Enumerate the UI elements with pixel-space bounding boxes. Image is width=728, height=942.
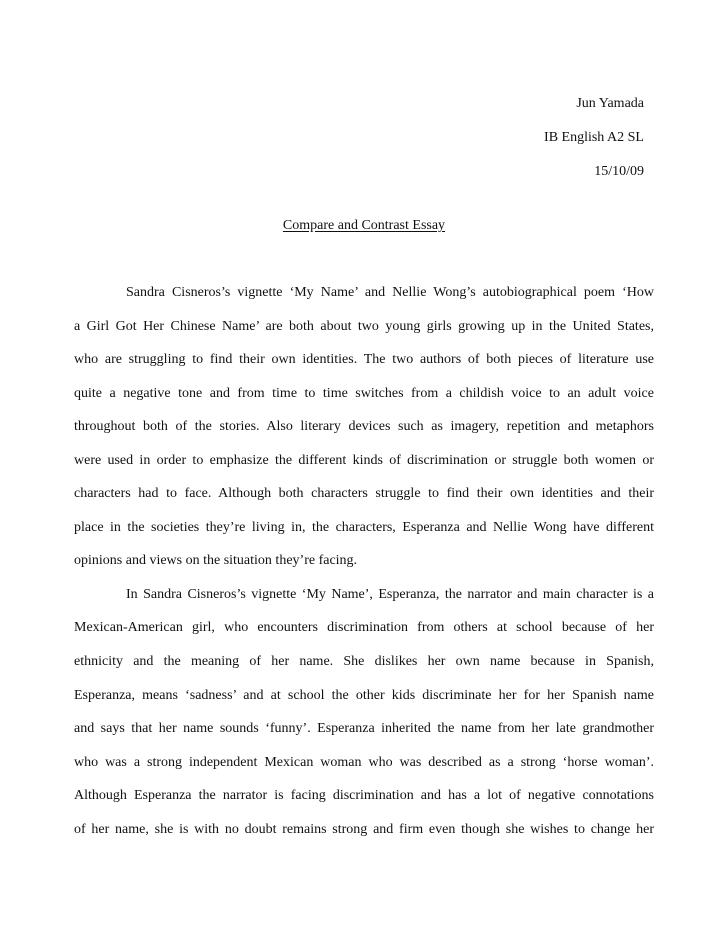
text-line: a Girl Got Her Chinese Name’ are both about two young girls growing up in the United States, xyxy=(74,318,654,334)
text-line: quite a negative tone and from time to time switches from a childish voice to an adult voice xyxy=(74,385,654,401)
text-line: place in the societies they’re living in, the characters, Esperanza and Nellie Wong have different xyxy=(74,519,654,535)
author-name: Jun Yamada xyxy=(576,96,644,111)
paragraph-1 xyxy=(74,283,654,585)
paragraph-2 xyxy=(74,585,654,853)
text-line: opinions and views on the situation they’re facing. xyxy=(74,553,358,569)
date: 15/10/09 xyxy=(594,164,644,179)
text-line: characters had to face. Although both characters struggle to find their own identities and their xyxy=(74,486,654,502)
essay-title-text: Compare and Contrast Essay xyxy=(282,218,446,233)
text-line: were used in order to emphasize the different kinds of discrimination or struggle both women or xyxy=(74,452,654,468)
text-line: who was a strong independent Mexican woman who was described as a strong ‘horse woman’. xyxy=(74,754,654,770)
text-line: of her name, she is with no doubt remains strong and firm even though she wishes to change her xyxy=(74,821,654,837)
text-line: In Sandra Cisneros’s vignette ‘My Name’, Esperanza, the narrator and main character is a xyxy=(126,586,654,602)
text-line: Although Esperanza the narrator is facing discrimination and has a lot of negative connotations xyxy=(74,788,654,804)
text-line: and says that her name sounds ‘funny’. Esperanza inherited the name from her late grandmother xyxy=(74,721,654,737)
header-block xyxy=(544,87,644,189)
text-line: Mexican-American girl, who encounters discrimination from others at school because of her xyxy=(74,620,654,636)
essay-title xyxy=(0,218,728,234)
text-line: Esperanza, means ‘sadness’ and at school the other kids discriminate her for her Spanish name xyxy=(74,687,654,703)
course-name: IB English A2 SL xyxy=(544,130,644,145)
text-line: Sandra Cisneros’s vignette ‘My Name’ and Nellie Wong’s autobiographical poem ‘How xyxy=(126,285,654,300)
text-line: throughout both of the stories. Also literary devices such as imagery, repetition and metaphors xyxy=(74,419,654,435)
text-line: ethnicity and the meaning of her name. She dislikes her own name because in Spanish, xyxy=(74,654,654,670)
essay-body xyxy=(74,283,654,853)
text-line: who are struggling to find their own identities. The two authors of both pieces of literature use xyxy=(74,352,654,368)
